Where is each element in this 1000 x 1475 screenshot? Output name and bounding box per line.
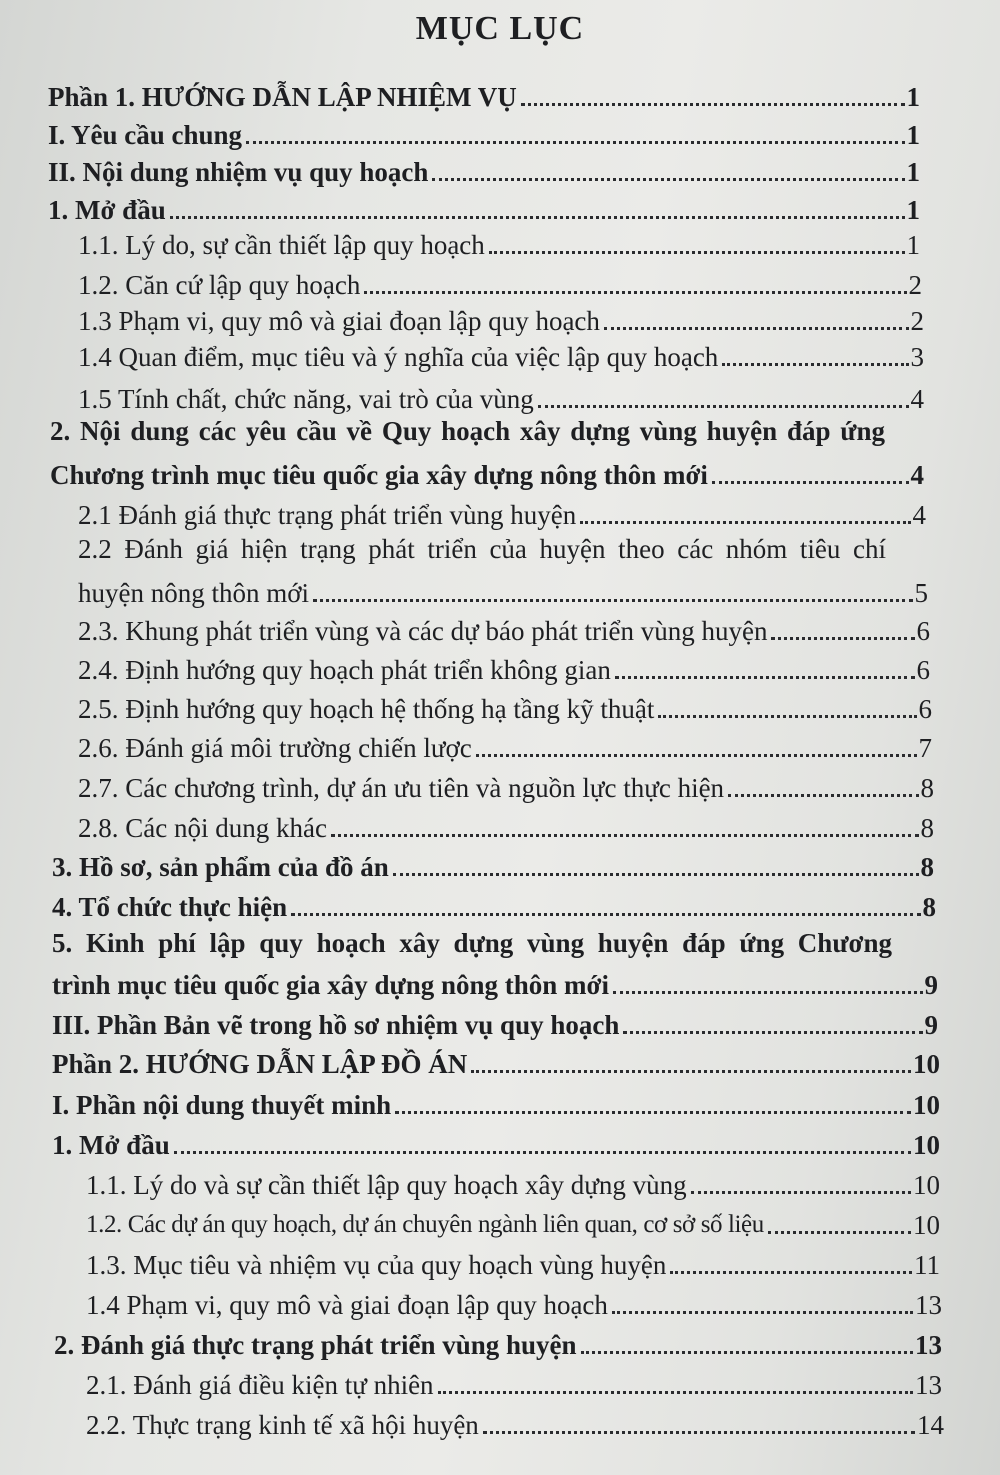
toc-page-number: 8: [920, 852, 934, 882]
toc-entry-label: 1. Mở đầu: [52, 1130, 170, 1160]
toc-entry-label: II. Nội dung nhiệm vụ quy hoạch: [48, 157, 429, 187]
dot-leader: [393, 873, 919, 876]
dot-leader: [432, 178, 904, 181]
toc-page-number: 2: [908, 270, 922, 300]
toc-entry-label: 2.1. Đánh giá điều kiện tự nhiên: [86, 1370, 434, 1400]
toc-entry-label: 1.3. Mục tiêu và nhiệm vụ của quy hoạch vùng huyện: [86, 1250, 667, 1280]
toc-page-number: 10: [913, 1090, 940, 1120]
toc-entry-line1: 5. Kinh phí lập quy hoạch xây dựng vùng huyện đáp ứng Chương: [52, 928, 892, 958]
toc-entry-label: 1.4 Quan điểm, mục tiêu và ý nghĩa của việc lập quy hoạch: [78, 342, 719, 372]
dot-leader: [615, 676, 915, 679]
toc-entry[interactable]: [52, 966, 938, 1002]
toc-entry[interactable]: [54, 1326, 942, 1362]
toc-page-number: 5: [914, 578, 928, 608]
toc-entry[interactable]: [78, 612, 930, 648]
toc-page-number: 10: [913, 1210, 940, 1240]
toc-entry-label: 2.8. Các nội dung khác: [78, 813, 327, 843]
toc-entry[interactable]: [86, 1166, 940, 1202]
dot-leader: [691, 1191, 911, 1194]
toc-entry-label: 2.1 Đánh giá thực trạng phát triển vùng huyện: [78, 500, 577, 530]
toc-page-number: 7: [918, 733, 932, 763]
dot-leader: [313, 599, 912, 602]
toc-entry[interactable]: [78, 338, 924, 374]
toc-entry-label: 2.4. Định hướng quy hoạch phát triển không gian: [78, 655, 611, 685]
toc-page-number: 4: [910, 384, 924, 414]
toc-entry[interactable]: [78, 729, 932, 765]
toc-entry-label: 4. Tổ chức thực hiện: [52, 892, 288, 922]
toc-entry[interactable]: [86, 1246, 940, 1282]
toc-entry-label: 1.1. Lý do, sự cần thiết lập quy hoạch: [78, 230, 485, 260]
toc-page-number: 4: [910, 460, 924, 490]
toc-page-number: 8: [920, 773, 934, 803]
toc-entry-label: 3. Hồ sơ, sản phẩm của đồ án: [52, 852, 389, 882]
dot-leader: [771, 637, 914, 640]
toc-entry[interactable]: [78, 809, 934, 845]
toc-entry-label: Chương trình mục tiêu quốc gia xây dựng nông thôn mới: [50, 460, 708, 490]
toc-page-number: 9: [924, 1010, 938, 1040]
dot-leader: [489, 251, 905, 254]
toc-entry-label: I. Yêu cầu chung: [48, 120, 243, 150]
dot-leader: [246, 141, 904, 144]
dot-leader: [728, 794, 918, 797]
toc-entry[interactable]: [52, 1045, 940, 1081]
toc-page-number: 9: [924, 970, 938, 1000]
toc-entry-line1: 2. Nội dung các yêu cầu về Quy hoạch xây dựng vùng huyện đáp ứng: [50, 416, 885, 446]
toc-entry-label: 2.2. Thực trạng kinh tế xã hội huyện: [86, 1410, 479, 1440]
toc-page-number: 11: [914, 1250, 940, 1280]
toc-entry[interactable]: [52, 1126, 940, 1162]
toc-entry-label: 2.7. Các chương trình, dự án ưu tiên và nguồn lực thực hiện: [78, 773, 725, 803]
dot-leader: [170, 216, 905, 219]
toc-entry[interactable]: [78, 266, 922, 302]
toc-page-number: 1: [906, 157, 920, 187]
toc-entry[interactable]: [78, 496, 926, 532]
dot-leader: [291, 913, 920, 916]
toc-entry[interactable]: [78, 651, 930, 687]
toc-entry-label: 1. Mở đầu: [48, 195, 166, 225]
toc-page-number: 1: [906, 195, 920, 225]
dot-leader: [476, 754, 917, 757]
toc-page-number: 13: [915, 1290, 942, 1320]
toc-entry[interactable]: [86, 1366, 942, 1402]
dot-leader: [613, 991, 923, 994]
toc-entry-label: trình mục tiêu quốc gia xây dựng nông thôn mới: [52, 970, 609, 1000]
toc-entry-label: 1.3 Phạm vi, quy mô và giai đoạn lập quy hoạch: [78, 306, 600, 336]
dot-leader: [538, 405, 909, 408]
dot-leader: [768, 1231, 911, 1234]
dot-leader: [483, 1431, 915, 1434]
toc-page-number: 6: [916, 616, 930, 646]
dot-leader: [331, 834, 919, 837]
toc-entry[interactable]: [48, 116, 920, 152]
toc-entry-label: III. Phần Bản vẽ trong hồ sơ nhiệm vụ quy hoạch: [52, 1010, 620, 1040]
toc-page-number: 13: [915, 1370, 942, 1400]
toc-entry-label: 1.5 Tính chất, chức năng, vai trò của vùng: [78, 384, 534, 414]
toc-entry-label: 2.5. Định hướng quy hoạch hệ thống hạ tầng kỹ thuật: [78, 694, 655, 724]
toc-page-number: 6: [918, 694, 932, 724]
toc-page-number: 8: [922, 892, 936, 922]
dot-leader: [364, 291, 906, 294]
dot-leader: [174, 1151, 911, 1154]
toc-page-number: 2: [910, 306, 924, 336]
toc-page-number: 13: [915, 1330, 942, 1360]
toc-entry[interactable]: [78, 226, 920, 262]
toc-entry[interactable]: [78, 574, 928, 610]
dot-leader: [670, 1271, 912, 1274]
toc-entry[interactable]: [50, 456, 924, 492]
dot-leader: [658, 715, 916, 718]
toc-entry[interactable]: [52, 1006, 938, 1042]
toc-entry[interactable]: [78, 380, 924, 416]
toc-page-number: 1: [906, 120, 920, 150]
dot-leader: [471, 1070, 911, 1073]
toc-page-number: 1: [906, 230, 920, 260]
toc-page-number: 10: [913, 1130, 940, 1160]
dot-leader: [604, 327, 909, 330]
dot-leader: [612, 1311, 913, 1314]
toc-entry[interactable]: [78, 769, 934, 805]
toc-entry[interactable]: [52, 1086, 940, 1122]
toc-entry[interactable]: [52, 848, 934, 884]
page-title: MỤC LỤC: [415, 10, 585, 47]
toc-entry[interactable]: [48, 191, 920, 227]
toc-entry-label: huyện nông thôn mới: [78, 578, 310, 608]
toc-entry-line1: 2.2 Đánh giá hiện trạng phát triển của huyện theo các nhóm tiêu chí: [78, 534, 886, 564]
toc-page-number: 14: [917, 1410, 944, 1440]
toc-entry-label: 2.6. Đánh giá môi trường chiến lược: [78, 733, 472, 763]
dot-leader: [395, 1111, 911, 1114]
dot-leader: [521, 103, 905, 106]
toc-entry[interactable]: [78, 690, 932, 726]
toc-entry[interactable]: [86, 1206, 940, 1242]
toc-page-number: 3: [910, 342, 924, 372]
toc-entry[interactable]: [48, 78, 920, 114]
toc-page-number: 1: [906, 82, 920, 112]
dot-leader: [623, 1031, 922, 1034]
toc-entry-label: 1.4 Phạm vi, quy mô và giai đoạn lập quy hoạch: [86, 1290, 608, 1320]
dot-leader: [722, 363, 908, 366]
toc-entry-label: 1.1. Lý do và sự cần thiết lập quy hoạch xây dựng vùng: [86, 1170, 687, 1200]
toc-entry-label: 1.2. Các dự án quy hoạch, dự án chuyên ngành liên quan, cơ sở số liệu: [86, 1211, 764, 1238]
toc-page-number: 4: [912, 500, 926, 530]
toc-page-number: 6: [916, 655, 930, 685]
toc-entry[interactable]: [52, 888, 936, 924]
toc-page-number: 10: [913, 1170, 940, 1200]
toc-entry-label: 1.2. Căn cứ lập quy hoạch: [78, 270, 361, 300]
dot-leader: [580, 521, 910, 524]
toc-page-number: 10: [913, 1049, 940, 1079]
toc-entry-label: 2. Đánh giá thực trạng phát triển vùng huyện: [54, 1330, 577, 1360]
toc-entry[interactable]: [86, 1286, 942, 1322]
dot-leader: [712, 481, 909, 484]
toc-entry-label: I. Phần nội dung thuyết minh: [52, 1090, 392, 1120]
toc-entry-label: Phần 2. HƯỚNG DẪN LẬP ĐỒ ÁN: [52, 1049, 468, 1079]
toc-entry-label: Phần 1. HƯỚNG DẪN LẬP NHIỆM VỤ: [48, 82, 517, 112]
toc-page-number: 8: [920, 813, 934, 843]
dot-leader: [581, 1351, 913, 1354]
toc-entry[interactable]: [86, 1406, 944, 1442]
toc-entry-label: 2.3. Khung phát triển vùng và các dự báo phát triển vùng huyện: [78, 616, 768, 646]
dot-leader: [438, 1391, 913, 1394]
toc-entry[interactable]: [78, 302, 924, 338]
toc-entry[interactable]: [48, 153, 920, 189]
